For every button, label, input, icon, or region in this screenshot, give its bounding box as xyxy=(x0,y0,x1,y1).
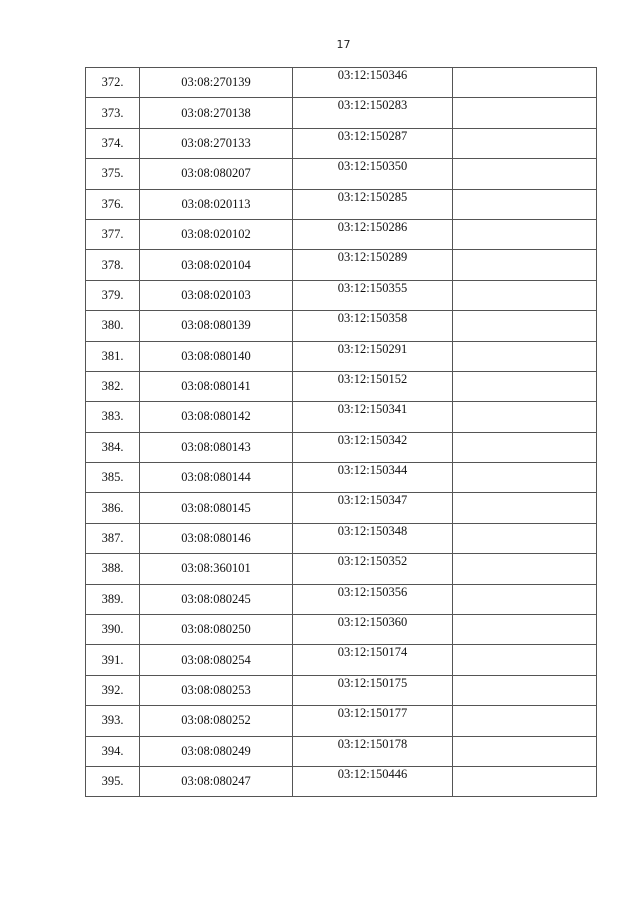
empty-cell xyxy=(453,463,597,493)
number-cell: 03:12:150356 xyxy=(293,584,453,614)
empty-cell xyxy=(453,371,597,401)
row-number-cell: 395. xyxy=(86,766,140,796)
empty-cell xyxy=(453,98,597,128)
number-cell: 03:08:080141 xyxy=(140,371,293,401)
table-row xyxy=(86,68,597,98)
row-number-cell: 383. xyxy=(86,402,140,432)
cadastral-table xyxy=(85,67,597,797)
number-cell: 03:12:150289 xyxy=(293,250,453,280)
number-cell: 03:12:150344 xyxy=(293,463,453,493)
number-cell: 03:08:360101 xyxy=(140,554,293,584)
number-cell: 03:08:080143 xyxy=(140,432,293,462)
number-cell: 03:08:270138 xyxy=(140,98,293,128)
empty-cell xyxy=(453,68,597,98)
number-cell: 03:08:020102 xyxy=(140,219,293,249)
row-number-cell: 377. xyxy=(86,219,140,249)
number-cell: 03:12:150358 xyxy=(293,311,453,341)
row-number-cell: 386. xyxy=(86,493,140,523)
number-cell: 03:12:150446 xyxy=(293,766,453,796)
table-row xyxy=(86,250,597,280)
row-number-cell: 379. xyxy=(86,280,140,310)
empty-cell xyxy=(453,706,597,736)
table-row xyxy=(86,432,597,462)
number-cell: 03:08:080144 xyxy=(140,463,293,493)
number-cell: 03:12:150175 xyxy=(293,675,453,705)
row-number-cell: 392. xyxy=(86,675,140,705)
empty-cell xyxy=(453,584,597,614)
empty-cell xyxy=(453,554,597,584)
row-number-cell: 375. xyxy=(86,159,140,189)
number-cell: 03:08:080253 xyxy=(140,675,293,705)
number-cell: 03:08:080146 xyxy=(140,523,293,553)
number-cell: 03:08:020103 xyxy=(140,280,293,310)
row-number-cell: 387. xyxy=(86,523,140,553)
table-row xyxy=(86,463,597,493)
table-row xyxy=(86,159,597,189)
empty-cell xyxy=(453,493,597,523)
table-row xyxy=(86,615,597,645)
row-number-cell: 384. xyxy=(86,432,140,462)
table-row xyxy=(86,402,597,432)
number-cell: 03:12:150352 xyxy=(293,554,453,584)
number-cell: 03:12:150348 xyxy=(293,523,453,553)
table-row xyxy=(86,219,597,249)
table-row xyxy=(86,311,597,341)
number-cell: 03:08:080250 xyxy=(140,615,293,645)
empty-cell xyxy=(453,432,597,462)
number-cell: 03:08:020113 xyxy=(140,189,293,219)
table-row xyxy=(86,706,597,736)
empty-cell xyxy=(453,219,597,249)
number-cell: 03:12:150360 xyxy=(293,615,453,645)
row-number-cell: 378. xyxy=(86,250,140,280)
number-cell: 03:08:080247 xyxy=(140,766,293,796)
number-cell: 03:08:080145 xyxy=(140,493,293,523)
number-cell: 03:08:080142 xyxy=(140,402,293,432)
empty-cell xyxy=(453,615,597,645)
table-row xyxy=(86,280,597,310)
row-number-cell: 389. xyxy=(86,584,140,614)
row-number-cell: 381. xyxy=(86,341,140,371)
table-row xyxy=(86,128,597,158)
number-cell: 03:12:150342 xyxy=(293,432,453,462)
row-number-cell: 374. xyxy=(86,128,140,158)
number-cell: 03:12:150152 xyxy=(293,371,453,401)
table-row xyxy=(86,736,597,766)
row-number-cell: 372. xyxy=(86,68,140,98)
number-cell: 03:08:080245 xyxy=(140,584,293,614)
row-number-cell: 394. xyxy=(86,736,140,766)
number-cell: 03:12:150286 xyxy=(293,219,453,249)
number-cell: 03:08:270139 xyxy=(140,68,293,98)
number-cell: 03:12:150177 xyxy=(293,706,453,736)
number-cell: 03:12:150347 xyxy=(293,493,453,523)
table-row xyxy=(86,766,597,796)
number-cell: 03:08:020104 xyxy=(140,250,293,280)
row-number-cell: 376. xyxy=(86,189,140,219)
number-cell: 03:12:150291 xyxy=(293,341,453,371)
number-cell: 03:12:150178 xyxy=(293,736,453,766)
page-number: 17 xyxy=(336,38,351,51)
number-cell: 03:12:150174 xyxy=(293,645,453,675)
number-cell: 03:12:150341 xyxy=(293,402,453,432)
empty-cell xyxy=(453,280,597,310)
row-number-cell: 393. xyxy=(86,706,140,736)
empty-cell xyxy=(453,189,597,219)
row-number-cell: 390. xyxy=(86,615,140,645)
table-body xyxy=(86,68,597,797)
empty-cell xyxy=(453,523,597,553)
row-number-cell: 380. xyxy=(86,311,140,341)
empty-cell xyxy=(453,766,597,796)
number-cell: 03:08:080249 xyxy=(140,736,293,766)
table-row xyxy=(86,645,597,675)
number-cell: 03:08:080207 xyxy=(140,159,293,189)
number-cell: 03:08:080139 xyxy=(140,311,293,341)
empty-cell xyxy=(453,159,597,189)
number-cell: 03:12:150285 xyxy=(293,189,453,219)
empty-cell xyxy=(453,128,597,158)
empty-cell xyxy=(453,402,597,432)
number-cell: 03:12:150346 xyxy=(293,68,453,98)
number-cell: 03:12:150355 xyxy=(293,280,453,310)
number-cell: 03:08:080252 xyxy=(140,706,293,736)
row-number-cell: 373. xyxy=(86,98,140,128)
number-cell: 03:12:150287 xyxy=(293,128,453,158)
table-row xyxy=(86,98,597,128)
row-number-cell: 385. xyxy=(86,463,140,493)
empty-cell xyxy=(453,341,597,371)
row-number-cell: 382. xyxy=(86,371,140,401)
table-row xyxy=(86,371,597,401)
empty-cell xyxy=(453,645,597,675)
empty-cell xyxy=(453,675,597,705)
table-row xyxy=(86,189,597,219)
table-row xyxy=(86,675,597,705)
number-cell: 03:08:270133 xyxy=(140,128,293,158)
table-row xyxy=(86,523,597,553)
number-cell: 03:12:150283 xyxy=(293,98,453,128)
number-cell: 03:08:080254 xyxy=(140,645,293,675)
empty-cell xyxy=(453,250,597,280)
number-cell: 03:12:150350 xyxy=(293,159,453,189)
row-number-cell: 388. xyxy=(86,554,140,584)
number-cell: 03:08:080140 xyxy=(140,341,293,371)
empty-cell xyxy=(453,311,597,341)
empty-cell xyxy=(453,736,597,766)
table-row xyxy=(86,493,597,523)
row-number-cell: 391. xyxy=(86,645,140,675)
table-row xyxy=(86,584,597,614)
table-row xyxy=(86,341,597,371)
table-row xyxy=(86,554,597,584)
